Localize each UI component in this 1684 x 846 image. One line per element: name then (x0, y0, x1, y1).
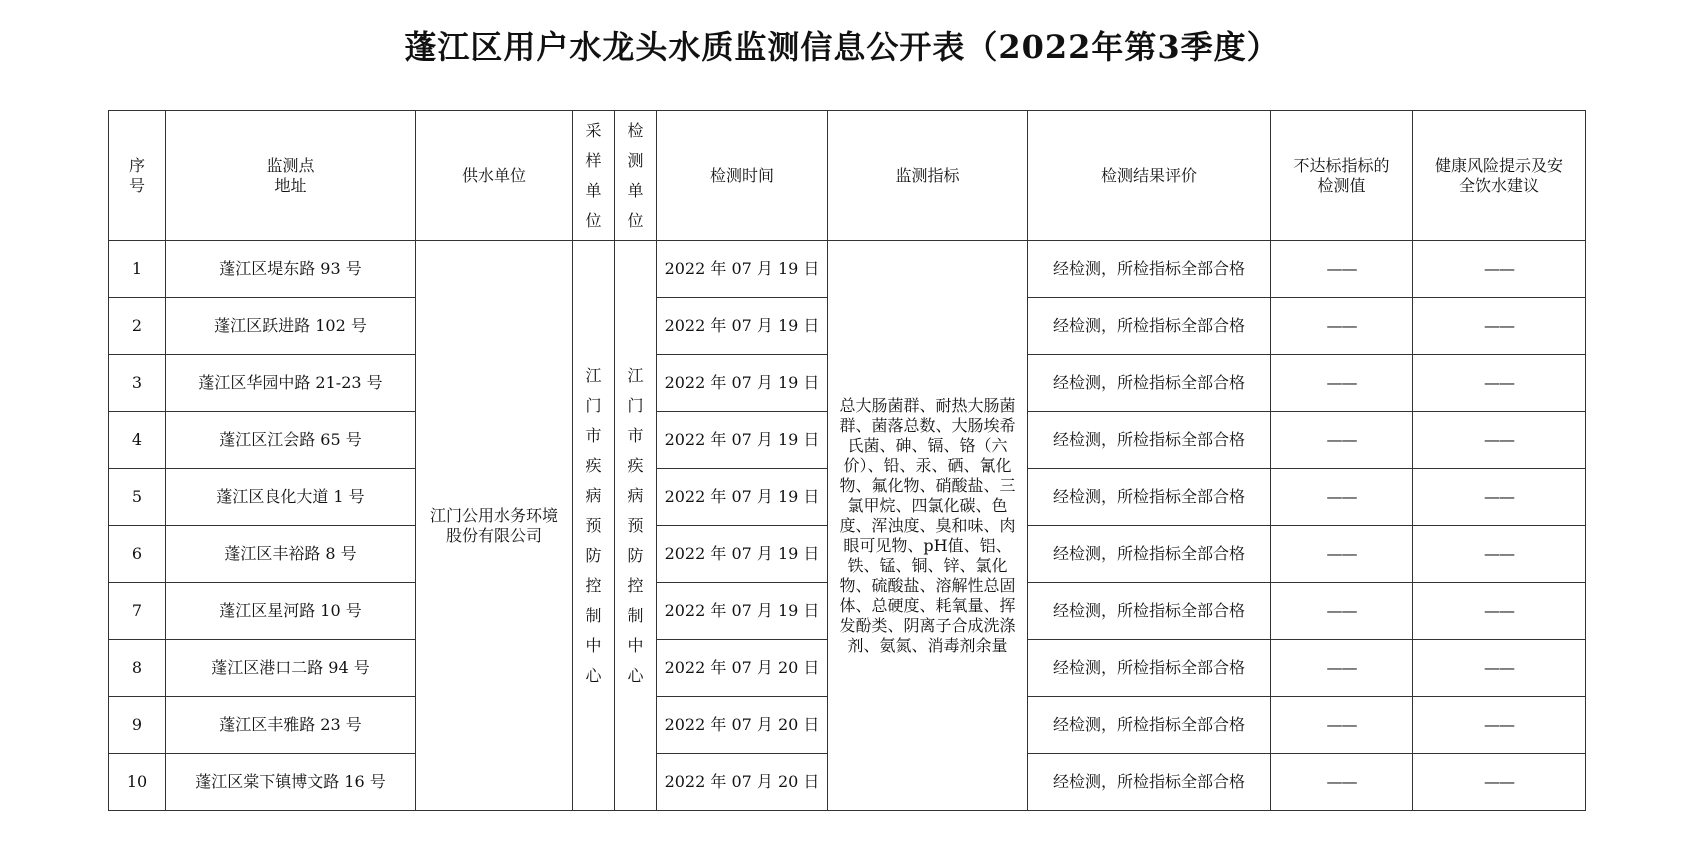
cell-date: 2022 年 07 月 19 日 (657, 469, 828, 526)
cell-evaluation: 经检测，所检指标全部合格 (1028, 298, 1271, 355)
cell-site: 蓬江区良化大道 1 号 (166, 469, 416, 526)
cell-evaluation: 经检测，所检指标全部合格 (1028, 754, 1271, 811)
cell-site: 蓬江区华园中路 21-23 号 (166, 355, 416, 412)
cell-advice: —— (1413, 469, 1586, 526)
cell-site: 蓬江区星河路 10 号 (166, 583, 416, 640)
cell-nonconforming: —— (1271, 469, 1413, 526)
cell-evaluation: 经检测，所检指标全部合格 (1028, 241, 1271, 298)
header-supplier: 供水单位 (416, 111, 573, 241)
cell-nonconforming: —— (1271, 640, 1413, 697)
header-sampling-unit: 采样单位 (573, 111, 615, 241)
cell-seq: 5 (109, 469, 166, 526)
cell-nonconforming: —— (1271, 355, 1413, 412)
cell-site: 蓬江区丰裕路 8 号 (166, 526, 416, 583)
cell-nonconforming: —— (1271, 412, 1413, 469)
cell-indicators: 总大肠菌群、耐热大肠菌群、菌落总数、大肠埃希氏菌、砷、镉、铬（六价）、铅、汞、硒、氰化物、氟化物、硝酸盐、三氯甲烷、四氯化碳、色度、浑浊度、臭和味、肉眼可见物、pH值、铝、铁、锰、铜、锌、氯化物、硫酸盐、溶解性总固体、总硬度、耗氧量、挥发酚类、阴离子合成洗涤剂、氨氮、消毒剂余量 (828, 241, 1028, 811)
cell-seq: 10 (109, 754, 166, 811)
cell-site: 蓬江区江会路 65 号 (166, 412, 416, 469)
header-test-time: 检测时间 (657, 111, 828, 241)
cell-evaluation: 经检测，所检指标全部合格 (1028, 412, 1271, 469)
cell-evaluation: 经检测，所检指标全部合格 (1028, 355, 1271, 412)
header-evaluation: 检测结果评价 (1028, 111, 1271, 241)
cell-advice: —— (1413, 754, 1586, 811)
cell-site: 蓬江区港口二路 94 号 (166, 640, 416, 697)
header-indicators: 监测指标 (828, 111, 1028, 241)
cell-date: 2022 年 07 月 19 日 (657, 298, 828, 355)
table-row (109, 241, 1586, 298)
cell-seq: 3 (109, 355, 166, 412)
cell-date: 2022 年 07 月 19 日 (657, 583, 828, 640)
cell-advice: —— (1413, 583, 1586, 640)
cell-supplier: 江门公用水务环境股份有限公司 (416, 241, 573, 811)
water-quality-table (108, 110, 1586, 811)
cell-evaluation: 经检测，所检指标全部合格 (1028, 697, 1271, 754)
cell-date: 2022 年 07 月 19 日 (657, 526, 828, 583)
cell-seq: 9 (109, 697, 166, 754)
cell-seq: 7 (109, 583, 166, 640)
cell-date: 2022 年 07 月 19 日 (657, 355, 828, 412)
cell-site: 蓬江区棠下镇博文路 16 号 (166, 754, 416, 811)
cell-site: 蓬江区丰雅路 23 号 (166, 697, 416, 754)
cell-nonconforming: —— (1271, 526, 1413, 583)
cell-sampling-unit: 江门市疾病预防控制中心 (573, 241, 615, 811)
cell-date: 2022 年 07 月 19 日 (657, 241, 828, 298)
header-seq: 序 号 (109, 111, 166, 241)
cell-nonconforming: —— (1271, 754, 1413, 811)
cell-seq: 2 (109, 298, 166, 355)
cell-testing-unit: 江门市疾病预防控制中心 (615, 241, 657, 811)
cell-advice: —— (1413, 241, 1586, 298)
cell-date: 2022 年 07 月 20 日 (657, 640, 828, 697)
cell-nonconforming: —— (1271, 697, 1413, 754)
cell-seq: 8 (109, 640, 166, 697)
header-row (109, 111, 1586, 241)
header-site: 监测点 地址 (166, 111, 416, 241)
cell-evaluation: 经检测，所检指标全部合格 (1028, 469, 1271, 526)
cell-date: 2022 年 07 月 20 日 (657, 754, 828, 811)
cell-evaluation: 经检测，所检指标全部合格 (1028, 583, 1271, 640)
cell-advice: —— (1413, 412, 1586, 469)
cell-nonconforming: —— (1271, 583, 1413, 640)
cell-advice: —— (1413, 640, 1586, 697)
page-title: 蓬江区用户水龙头水质监测信息公开表（2022年第3季度） (404, 28, 1280, 66)
cell-advice: —— (1413, 298, 1586, 355)
header-nonconforming: 不达标指标的 检测值 (1271, 111, 1413, 241)
cell-nonconforming: —— (1271, 241, 1413, 298)
header-advice: 健康风险提示及安 全饮水建议 (1413, 111, 1586, 241)
cell-date: 2022 年 07 月 19 日 (657, 412, 828, 469)
cell-site: 蓬江区跃进路 102 号 (166, 298, 416, 355)
cell-date: 2022 年 07 月 20 日 (657, 697, 828, 754)
cell-advice: —— (1413, 697, 1586, 754)
cell-seq: 1 (109, 241, 166, 298)
cell-nonconforming: —— (1271, 298, 1413, 355)
cell-advice: —— (1413, 355, 1586, 412)
cell-evaluation: 经检测，所检指标全部合格 (1028, 640, 1271, 697)
header-testing-unit: 检测单位 (615, 111, 657, 241)
cell-advice: —— (1413, 526, 1586, 583)
cell-site: 蓬江区堤东路 93 号 (166, 241, 416, 298)
cell-evaluation: 经检测，所检指标全部合格 (1028, 526, 1271, 583)
cell-seq: 6 (109, 526, 166, 583)
cell-seq: 4 (109, 412, 166, 469)
